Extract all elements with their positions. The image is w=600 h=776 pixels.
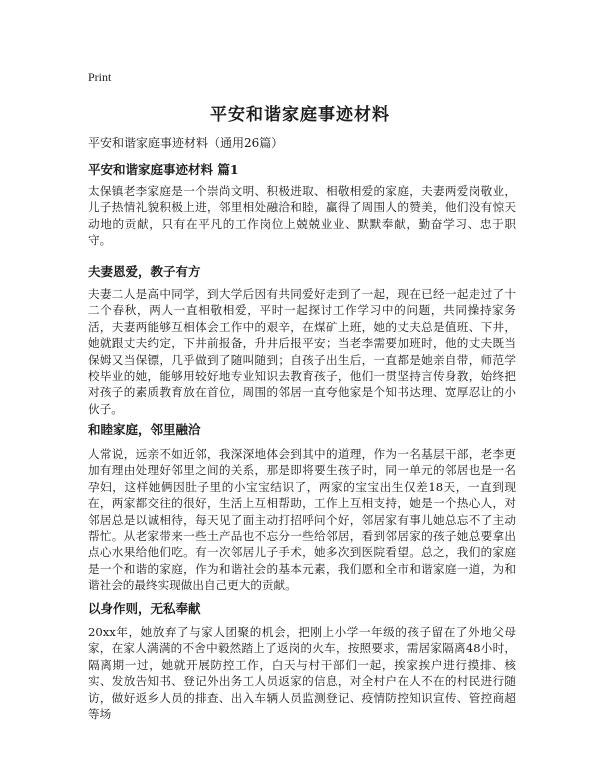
subheading-example: 以身作则，无私奉献 bbox=[88, 601, 201, 616]
example-paragraph bbox=[88, 624, 516, 764]
paragraph-text: 20xx年，她放弃了与家人团聚的机会，把刚上小学一年级的孩子留在了外地父母家，在家人满满的不舍中毅然踏上了返岗的火车，按照要求，需居家隔离48小时，隔离期一过，她就开展防控工作，白天与村干部们一起，挨家挨户进行摸排、核实、发放告知书、登记外出务工人员返家的信息，对全村户在人不在的村民进行随访，做好返乡人员的排查、出入车辆人员监测登记、疫情防控知识宣传、管控商超等场 bbox=[88, 625, 516, 722]
paragraph-text: 太保镇老李家庭是一个崇尚文明、积极进取、相敬相爱的家庭，夫妻两爱岗敬业，儿子热情礼貌积极上进，邻里相处融洽和睦，赢得了周围人的赞美，他们没有惊天动地的贡献，只有在平凡的工作岗位上兢兢业业、默默奉献，勤奋学习、忠于职守。 bbox=[88, 184, 516, 248]
section-heading: 平安和谐家庭事迹材料 篇1 bbox=[88, 162, 239, 177]
neighbor-paragraph bbox=[88, 446, 516, 594]
couple-paragraph bbox=[88, 286, 516, 417]
intro-paragraph bbox=[88, 183, 516, 249]
paragraph-text: 人常说，远亲不如近邻，我深深地体会到其中的道理，作为一名基层干部，老李更加有理由处理好邻里之间的关系，那是即将要生孩子时，同一单元的邻居也是一名孕妇，这样她俩因肚子里的小宝宝结识了，两家的宝宝出生仅差18天，一直到现在，两家都交往的很好，生活上互相帮助，工作上互相支持，她是一个热心人，对邻居总是以诚相待，每天见了面主动打招呼问个好，邻居家有事儿她总忘不了主动帮忙。从老家带来一些土产品也不忘分一些给邻居，看到邻居家的孩子她总要拿出点心水果给他们吃。有一次邻居儿子手术，她多次到医院看望。总之，我们的家庭是一个和谐的家庭，作为和谐社会的基本元素，我们愿和全市和谐家庭一道，为和谐社会的最终实现做出自己更大的贡献。 bbox=[88, 447, 516, 593]
subheading-neighbor: 和睦家庭，邻里融洽 bbox=[88, 422, 201, 437]
print-label[interactable]: Print bbox=[88, 70, 112, 84]
paragraph-text: 夫妻二人是高中同学，到大学后因有共同爱好走到了一起，现在已经一起走过了十二个春秋，两人一直相敬相爱，平时一起探讨工作学习中的问题，共同操持家务活，夫妻两能够互相体会工作中的艰辛，在煤矿上班，她的丈夫总是值班、下井，她就跟丈夫约定，下井前报备，升井后报平安；当老李需要加班时，他的丈夫既当保姆又当保镖，几乎做到了随叫随到；自孩子出生后，一直都是她亲自带，师范学校毕业的她，能够用较好地专业知识去教育孩子，他们一贯坚持言传身教，始终把对孩子的素质教育放在首位，周围的邻居一直夸他家是个知书达理、宽厚忍让的小伙子。 bbox=[88, 287, 516, 416]
subheading-couple: 夫妻恩爱，教子有方 bbox=[88, 264, 201, 279]
page-title: 平安和谐家庭事迹材料 bbox=[210, 105, 390, 125]
document-subtitle: 平安和谐家庭事迹材料（通用26篇） bbox=[88, 136, 284, 150]
